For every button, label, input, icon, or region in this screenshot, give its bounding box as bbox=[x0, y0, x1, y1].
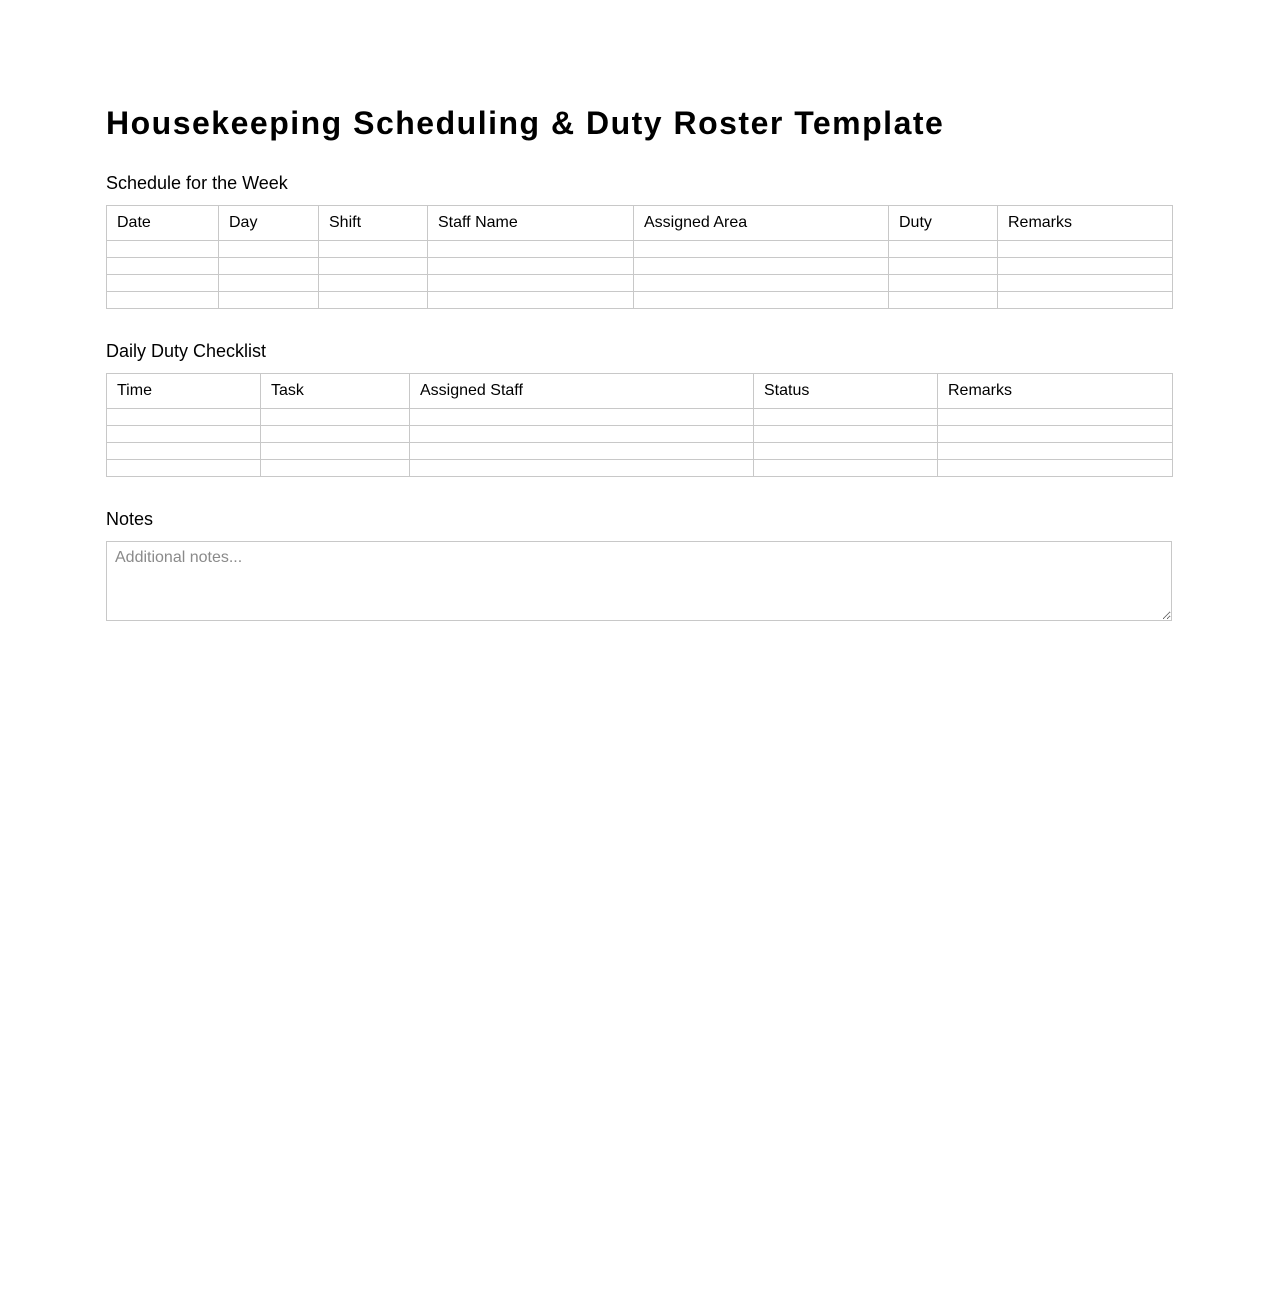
schedule-cell[interactable] bbox=[889, 258, 998, 275]
schedule-cell[interactable] bbox=[428, 292, 634, 309]
schedule-cell[interactable] bbox=[998, 241, 1173, 258]
checklist-cell[interactable] bbox=[410, 460, 754, 477]
schedule-table bbox=[106, 205, 1173, 309]
schedule-header-row bbox=[107, 206, 1173, 241]
checklist-cell[interactable] bbox=[754, 460, 938, 477]
checklist-cell[interactable] bbox=[107, 460, 261, 477]
schedule-cell[interactable] bbox=[428, 275, 634, 292]
schedule-cell[interactable] bbox=[319, 258, 428, 275]
checklist-col-remarks: Remarks bbox=[938, 374, 1173, 409]
checklist-cell[interactable] bbox=[754, 443, 938, 460]
schedule-cell[interactable] bbox=[998, 292, 1173, 309]
checklist-row bbox=[107, 443, 1173, 460]
checklist-cell[interactable] bbox=[938, 443, 1173, 460]
checklist-heading: Daily Duty Checklist bbox=[106, 341, 267, 361]
checklist-table bbox=[106, 373, 1173, 477]
schedule-col-date: Date bbox=[107, 206, 219, 241]
schedule-row bbox=[107, 241, 1173, 258]
schedule-cell[interactable] bbox=[634, 275, 889, 292]
checklist-col-task: Task bbox=[261, 374, 410, 409]
schedule-col-assigned-area: Assigned Area bbox=[634, 206, 889, 241]
schedule-cell[interactable] bbox=[107, 241, 219, 258]
schedule-cell[interactable] bbox=[889, 241, 998, 258]
schedule-cell[interactable] bbox=[428, 258, 634, 275]
checklist-cell[interactable] bbox=[410, 426, 754, 443]
checklist-col-assigned-staff: Assigned Staff bbox=[410, 374, 754, 409]
notes-heading: Notes bbox=[106, 509, 154, 529]
checklist-cell[interactable] bbox=[107, 443, 261, 460]
checklist-row bbox=[107, 426, 1173, 443]
checklist-cell[interactable] bbox=[938, 460, 1173, 477]
checklist-cell[interactable] bbox=[410, 443, 754, 460]
checklist-cell[interactable] bbox=[938, 426, 1173, 443]
checklist-cell[interactable] bbox=[261, 443, 410, 460]
page-title: Housekeeping Scheduling & Duty Roster Template bbox=[106, 105, 945, 141]
schedule-cell[interactable] bbox=[319, 292, 428, 309]
schedule-col-shift: Shift bbox=[319, 206, 428, 241]
schedule-cell[interactable] bbox=[634, 241, 889, 258]
checklist-header-row bbox=[107, 374, 1173, 409]
schedule-col-remarks: Remarks bbox=[998, 206, 1173, 241]
checklist-cell[interactable] bbox=[107, 426, 261, 443]
checklist-row bbox=[107, 409, 1173, 426]
checklist-cell[interactable] bbox=[261, 460, 410, 477]
checklist-cell[interactable] bbox=[754, 409, 938, 426]
schedule-cell[interactable] bbox=[634, 258, 889, 275]
schedule-cell[interactable] bbox=[107, 292, 219, 309]
checklist-row bbox=[107, 460, 1173, 477]
schedule-cell[interactable] bbox=[219, 275, 319, 292]
checklist-col-status: Status bbox=[754, 374, 938, 409]
schedule-col-day: Day bbox=[219, 206, 319, 241]
schedule-cell[interactable] bbox=[107, 258, 219, 275]
schedule-cell[interactable] bbox=[428, 241, 634, 258]
schedule-cell[interactable] bbox=[998, 275, 1173, 292]
schedule-col-duty: Duty bbox=[889, 206, 998, 241]
schedule-cell[interactable] bbox=[319, 275, 428, 292]
checklist-cell[interactable] bbox=[261, 409, 410, 426]
schedule-row bbox=[107, 292, 1173, 309]
schedule-cell[interactable] bbox=[219, 292, 319, 309]
schedule-cell[interactable] bbox=[219, 258, 319, 275]
notes-textarea[interactable] bbox=[106, 541, 1172, 621]
checklist-cell[interactable] bbox=[261, 426, 410, 443]
checklist-cell[interactable] bbox=[938, 409, 1173, 426]
checklist-cell[interactable] bbox=[410, 409, 754, 426]
checklist-cell[interactable] bbox=[107, 409, 261, 426]
schedule-cell[interactable] bbox=[998, 258, 1173, 275]
schedule-cell[interactable] bbox=[634, 292, 889, 309]
schedule-cell[interactable] bbox=[219, 241, 319, 258]
checklist-cell[interactable] bbox=[754, 426, 938, 443]
checklist-col-time: Time bbox=[107, 374, 261, 409]
page bbox=[0, 0, 1172, 621]
schedule-cell[interactable] bbox=[107, 275, 219, 292]
schedule-cell[interactable] bbox=[319, 241, 428, 258]
schedule-body bbox=[107, 241, 1173, 309]
schedule-cell[interactable] bbox=[889, 275, 998, 292]
schedule-cell[interactable] bbox=[889, 292, 998, 309]
schedule-row bbox=[107, 275, 1173, 292]
checklist-body bbox=[107, 409, 1173, 477]
schedule-col-staff-name: Staff Name bbox=[428, 206, 634, 241]
schedule-row bbox=[107, 258, 1173, 275]
schedule-heading: Schedule for the Week bbox=[106, 173, 288, 193]
